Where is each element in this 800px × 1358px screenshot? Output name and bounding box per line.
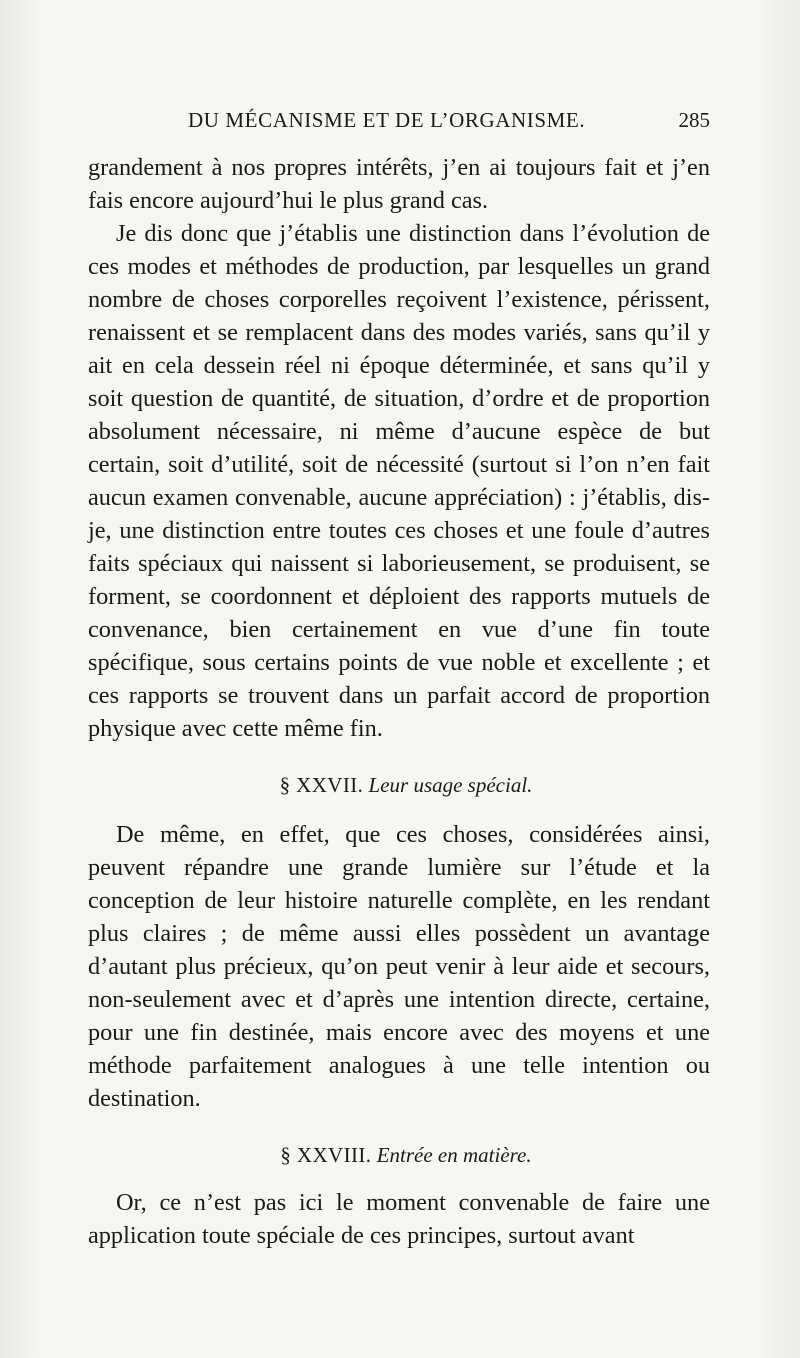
section-heading-xxvii [88,769,710,802]
paragraph-continued: grandement à nos propres intérêts, j’en ai toujours fait et j’en fais encore aujourd’hui le plus grand cas. [88,154,710,214]
paragraph-usage: De même, en effet, que ces choses, considérées ainsi, peuvent répandre une grande lumière sur l’étude et la conception de leur histoire naturelle complète, en les rendant plus claires ; de même aussi elles possèdent un avantage d’autant plus précieux, qu’on peut venir à leur aide et secours, non-seulement avec et d’après une intention directe, certaine, pour une fin destinée, mais encore avec des moyens et une méthode parfaitement analogues à une telle intention ou destination. [88,821,710,1112]
section-title: Entrée en matière. [376,1143,532,1167]
body-text [88,151,710,1252]
section-title: Leur usage spécial. [368,773,533,797]
page-number: 285 [678,108,710,132]
paragraph-application: Or, ce n’est pas ici le moment convenable de faire une application toute spéciale de ces principes, surtout avant [88,1189,710,1249]
section-heading-xxviii [88,1139,710,1172]
page-header [88,108,710,142]
paragraph-distinction: Je dis donc que j’établis une distinction dans l’évolution de ces modes et méthodes de production, par lesquelles un grand nombre de choses corporelles reçoivent l’existence, périssent, renaissent et se remplacent dans des modes variés, sans qu’il y ait en cela dessein réel ni époque déterminée, et sans qu’il y soit question de quantité, de situation, d’ordre et de proportion absolument nécessaire, ni même d’aucune espèce de but certain, soit d’utilité, soit de nécessité (surtout si l’on n’en fait aucun examen convenable, aucune appréciation) : j’établis, dis-je, une distinction entre toutes ces choses et une foule d’autres faits spéciaux qui naissent si laborieusement, se produisent, se forment, se coordonnent et déploient des rapports mutuels de convenance, bien certainement en vue d’une fin toute spécifique, sous certains points de vue noble et excellente ; et ces rapports se trouvent dans un parfait accord de proportion physique avec cette même fin. [88,220,710,742]
section-number: § XXVIII. [280,1143,372,1167]
running-title: DU MÉCANISME ET DE L’ORGANISME. [188,108,586,132]
section-number: § XXVII. [279,773,364,797]
